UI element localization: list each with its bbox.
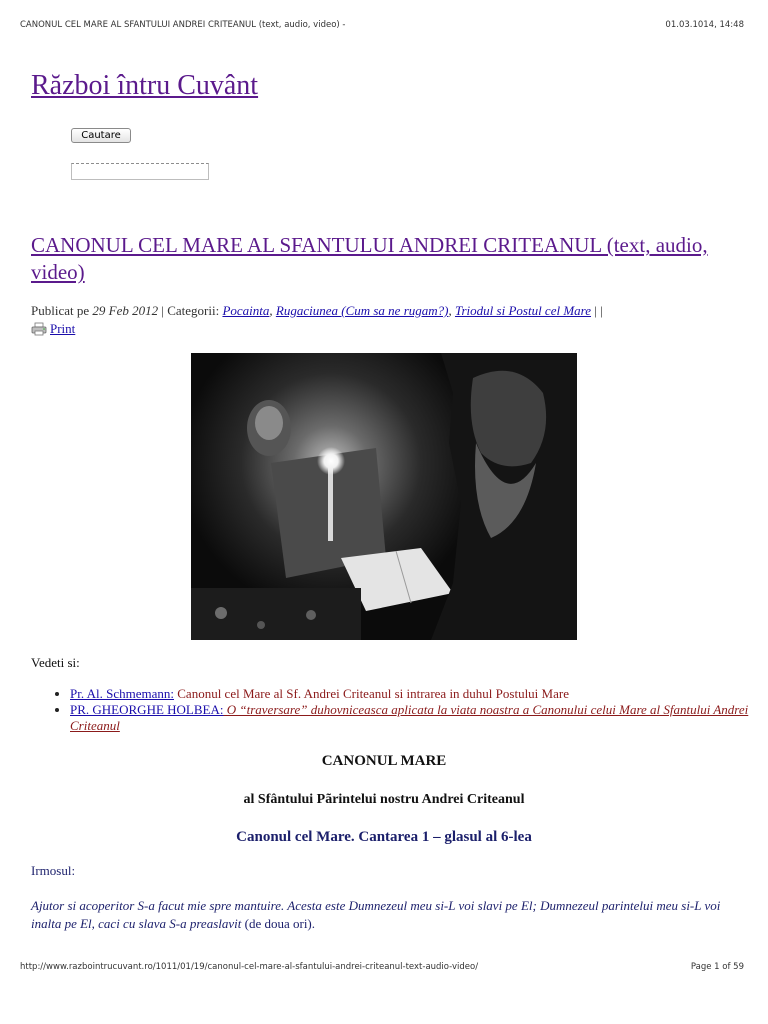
post-title[interactable]: CANONUL CEL MARE AL SFANTULUI ANDREI CRITEANUL (text, audio, video) [31,233,708,284]
print-footer-page: Page 1 of 59 [690,962,744,972]
irmos-text [31,897,731,933]
canon-heading: CANONUL MARE [321,753,447,769]
categories-prefix: | Categorii: [158,303,223,318]
print-header-timestamp: 01.03.1014, 14:48 [665,20,744,30]
published-prefix: Publicat pe [31,303,93,318]
post-meta [31,302,741,341]
printer-icon [31,322,47,336]
category-link-rugaciunea[interactable]: Rugaciunea (Cum sa ne rugam?) [275,303,449,318]
irmos-note: (de doua ori). [241,916,316,931]
see-also-author-link[interactable]: Pr. Al. Schmemann: [70,686,174,701]
site-title[interactable]: Război întru Cuvânt [31,70,259,101]
print-link-label[interactable]: Print [50,321,76,336]
see-also-item [70,702,760,734]
see-also-article-link[interactable]: O “traversare” duhovniceasca aplicata la viata noastra a Canonului celui Mare al Sfantului Andrei Criteanul [70,702,749,733]
print-header-title: CANONUL CEL MARE AL SFANTULUI ANDREI CRITEANUL (text, audio, video) - [20,20,346,30]
irmos-label: Irmosul: [31,863,76,878]
canon-subheading: al Sfântului Pãrintelui nostru Andrei Criteanul [243,792,525,807]
print-header [20,20,744,30]
see-also-article-text: Canonul cel Mare al Sf. Andrei Criteanul si intrarea in duhul Postului Mare [174,686,569,701]
canon-section-heading: Canonul cel Mare. Cantarea 1 – glasul al 6-lea [236,829,532,845]
see-also-list [52,686,760,734]
post-image-monk-reading-by-candle [191,353,577,640]
see-also-label: Vedeti si: [31,655,80,670]
photo-illustration [191,353,577,640]
categories-suffix: | | [591,303,603,318]
category-separator: , [269,303,276,318]
category-link-pocainta[interactable]: Pocainta [222,303,270,318]
see-also-item [70,686,760,702]
print-footer [20,962,744,972]
search-input[interactable] [71,163,209,180]
print-footer-url: http://www.razbointrucuvant.ro/1011/01/19/canonul-cel-mare-al-sfantului-andrei-criteanul-text-audio-video/ [20,962,479,972]
category-separator: , [448,303,455,318]
see-also-author-link[interactable]: PR. GHEORGHE HOLBEA: [70,702,224,717]
search-button[interactable]: Cautare [71,128,131,143]
irmos-verse: Ajutor si acoperitor S-a facut mie spre mantuire. Acesta este Dumnezeul meu si-L voi slavi pe El; Dumnezeul parintelui meu si-L voi inalta pe El, caci cu slava S-a preaslavit [31,898,721,931]
post-date: 29 Feb 2012 [92,303,159,318]
print-link[interactable] [31,320,75,338]
category-link-triodul[interactable]: Triodul si Postul cel Mare [454,303,592,318]
